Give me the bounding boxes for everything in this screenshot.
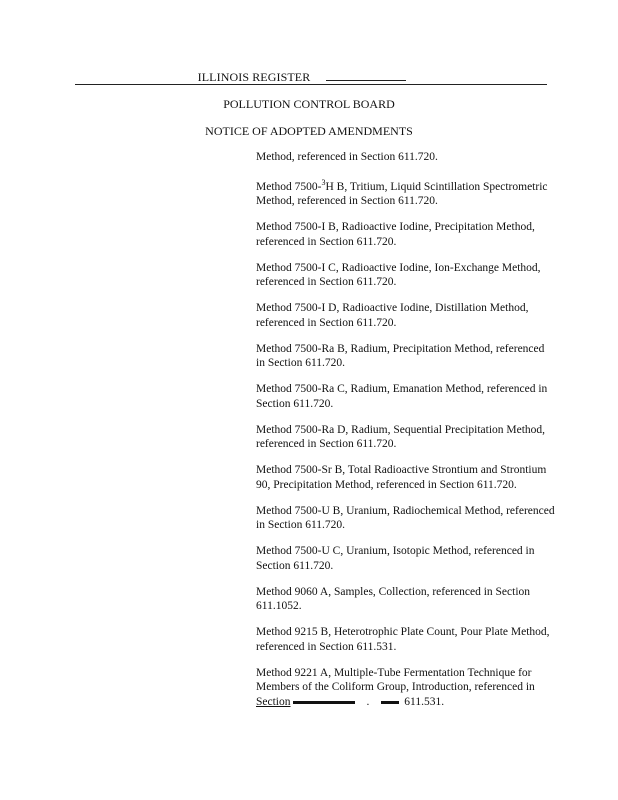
register-header [0, 70, 618, 85]
redaction-mark [293, 701, 355, 704]
method-entry: Method 7500-Ra B, Radium, Precipitation Method, referenced in Section 611.720. [256, 342, 545, 370]
board-heading [0, 97, 618, 112]
last-entry-tail: 611.531. [404, 695, 445, 708]
method-entry: Method 7500-I D, Radioactive Iodine, Distillation Method, referenced in Section 611.720. [256, 302, 529, 329]
method-list [256, 150, 556, 721]
method-entry: Method 9215 B, Heterotrophic Plate Count, Pour Plate Method, referenced in Section 611.531. [256, 626, 550, 653]
method-entry: Method 9060 A, Samples, Collection, referenced in Section 611.1052. [256, 585, 531, 613]
board-name: POLLUTION CONTROL BOARD [223, 97, 395, 111]
method-entry: Method 7500-Ra C, Radium, Emanation Method, referenced in Section 611.720. [256, 383, 548, 410]
notice-heading [0, 124, 618, 139]
method-entry: Method 7500-$^3$H B, Tritium, Liquid Scintillation Spectrometric Method, referenced in Section 611.720. [256, 178, 548, 208]
method-entry: Method 7500-U C, Uranium, Isotopic Method, referenced in Section 611.720. [256, 545, 535, 572]
issue-blank [326, 70, 406, 81]
notice-title: NOTICE OF ADOPTED AMENDMENTS [205, 124, 413, 138]
method-entry: Method 7500-U B, Uranium, Radiochemical Method, referenced in Section 611.720. [256, 504, 555, 532]
method-entry: Method 7500-I C, Radioactive Iodine, Ion-Exchange Method, referenced in Section 611.720. [256, 261, 541, 289]
header-rule [75, 84, 547, 85]
register-title: ILLINOIS REGISTER [197, 70, 311, 84]
method-entry: Method, referenced in Section 611.720. [256, 151, 438, 163]
method-entry: Method 7500-Sr B, Total Radioactive Strontium and Strontium 90, Precipitation Method, referenced in Section 611.720. [256, 464, 547, 491]
method-entry: Method 7500-Ra D, Radium, Sequential Precipitation Method, referenced in Section 611.720. [256, 423, 546, 451]
method-entry-last [256, 666, 556, 710]
stray-mark: . [366, 695, 370, 708]
method-entry: Method 7500-I B, Radioactive Iodine, Precipitation Method, referenced in Section 611.720. [256, 221, 535, 248]
redaction-mark [381, 701, 399, 704]
section-link[interactable]: Section [256, 695, 291, 708]
last-entry-text: Method 9221 A, Multiple-Tube Fermentation Technique for Members of the Coliform Group, Introduction, referenced in [256, 666, 535, 694]
